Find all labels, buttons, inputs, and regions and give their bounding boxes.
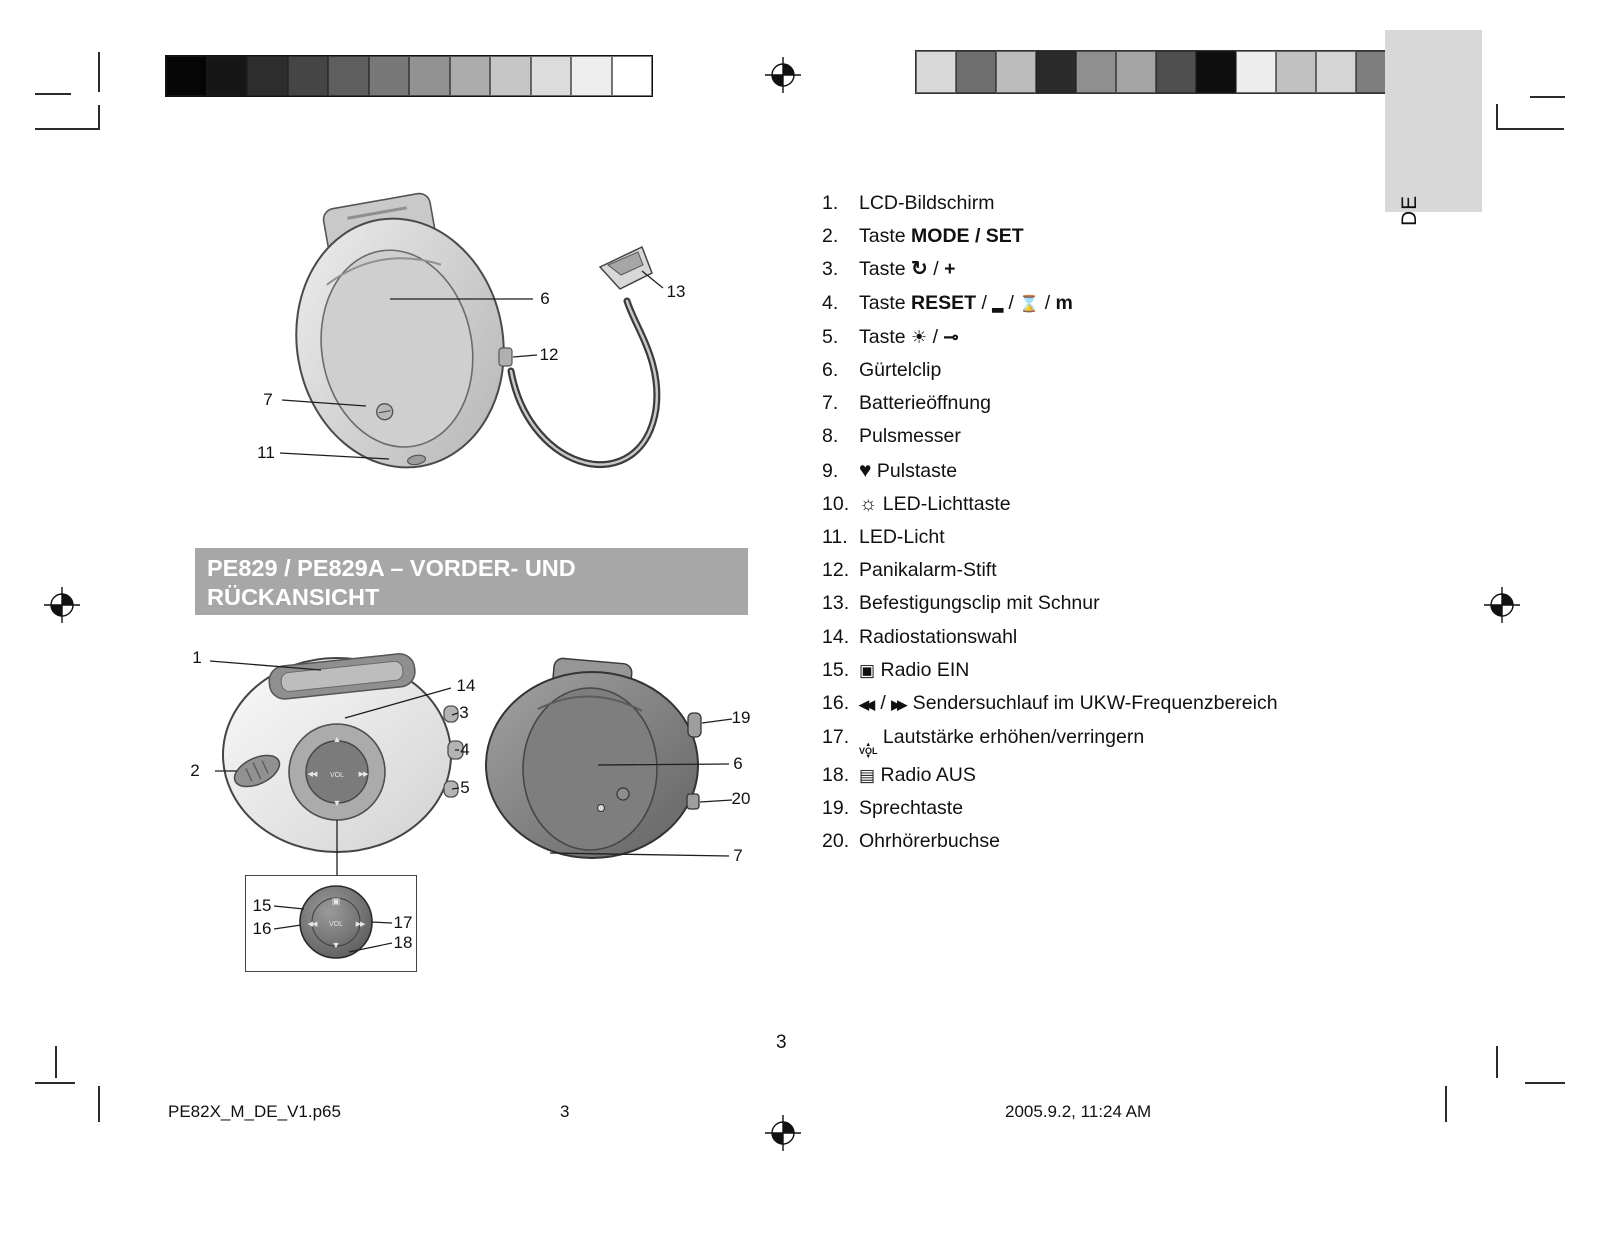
color-swatch bbox=[1316, 51, 1356, 93]
part-number: 4. bbox=[822, 291, 839, 314]
volume-marking: VOL bbox=[328, 921, 344, 928]
callout-6: 6 bbox=[540, 289, 550, 308]
part-item bbox=[822, 321, 1592, 354]
registration-mark-left bbox=[42, 585, 82, 625]
radio-on-marking: ▣ bbox=[331, 896, 341, 906]
color-swatch bbox=[1116, 51, 1156, 93]
color-swatch bbox=[956, 51, 996, 93]
callout-18: 18 bbox=[393, 933, 413, 952]
volume-icon: ▲ VOL ▼ bbox=[859, 743, 878, 759]
part-number: 15. bbox=[822, 658, 850, 681]
color-swatch bbox=[996, 51, 1036, 93]
part-number: 16. bbox=[822, 692, 850, 715]
part-number: 13. bbox=[822, 592, 850, 615]
part-item bbox=[822, 621, 1592, 654]
color-swatch bbox=[409, 56, 450, 96]
part-item bbox=[822, 387, 1592, 420]
battery-screw bbox=[617, 788, 629, 800]
callout-11: 11 bbox=[257, 443, 275, 462]
footer-page-number: 3 bbox=[560, 1102, 570, 1121]
rewind-icon: ◀◀ bbox=[859, 697, 871, 713]
figure-detail-inset bbox=[245, 875, 417, 972]
part-number: 5. bbox=[822, 325, 839, 348]
part-label: Sprechtaste bbox=[859, 797, 964, 820]
color-swatch bbox=[571, 56, 612, 96]
volume-marking: VOL bbox=[329, 772, 345, 779]
figure-back-view bbox=[190, 175, 710, 535]
part-label: Taste MODE / SET bbox=[859, 225, 1024, 248]
callout-19: 19 bbox=[731, 708, 751, 727]
backlight-icon: ☀ bbox=[911, 326, 928, 347]
crop-mark bbox=[55, 1046, 57, 1078]
part-label: Taste RESET / ▂ / ⌛ / m bbox=[859, 287, 1073, 321]
part-label: Radiostationswahl bbox=[859, 625, 1018, 648]
up-marking: ▲ bbox=[332, 734, 342, 744]
part-item bbox=[822, 187, 1592, 220]
part-item bbox=[822, 792, 1592, 825]
part-number: 9. bbox=[822, 459, 839, 482]
neck-cord bbox=[511, 301, 657, 465]
earphone-jack bbox=[687, 794, 699, 809]
callout-3: 3 bbox=[459, 703, 469, 722]
crop-mark bbox=[1496, 104, 1498, 129]
part-item bbox=[822, 488, 1592, 521]
part-label: ▤ Radio AUS bbox=[859, 759, 976, 792]
part-label: Pulsmesser bbox=[859, 425, 961, 448]
crop-mark bbox=[1525, 1082, 1565, 1084]
part-number: 6. bbox=[822, 359, 839, 382]
color-swatch bbox=[1196, 51, 1236, 93]
part-number: 3. bbox=[822, 258, 839, 281]
hourglass-icon: ⌛ bbox=[1019, 295, 1040, 313]
crop-mark bbox=[1496, 1046, 1498, 1078]
part-label: Batterieöffnung bbox=[859, 392, 991, 415]
color-swatch bbox=[1276, 51, 1316, 93]
page-number: 3 bbox=[776, 1032, 787, 1053]
part-item bbox=[822, 287, 1592, 321]
belt-clip bbox=[523, 688, 657, 850]
crop-mark bbox=[1530, 96, 1565, 98]
language-tab bbox=[1385, 30, 1482, 226]
crop-mark bbox=[35, 93, 71, 95]
section-header bbox=[195, 548, 748, 615]
color-swatch bbox=[1156, 51, 1196, 93]
fastforward-marking: ▶▶ bbox=[358, 771, 368, 778]
part-item bbox=[822, 587, 1592, 620]
part-item bbox=[822, 420, 1592, 453]
part-label: Panikalarm-Stift bbox=[859, 559, 997, 582]
led-icon: ☼ bbox=[859, 492, 878, 515]
crop-mark bbox=[98, 52, 100, 92]
calibration-bar-right bbox=[915, 50, 1397, 94]
part-label: LCD-Bildschirm bbox=[859, 192, 995, 214]
led-dot bbox=[598, 805, 605, 812]
crop-mark bbox=[1445, 1086, 1447, 1122]
part-number: 18. bbox=[822, 764, 850, 786]
callout-4: 4 bbox=[460, 740, 470, 759]
part-number: 10. bbox=[822, 492, 850, 515]
part-label: ♥ Pulstaste bbox=[859, 454, 957, 488]
color-swatch bbox=[531, 56, 572, 96]
callout-16: 16 bbox=[252, 919, 272, 938]
part-label: Gürtelclip bbox=[859, 359, 942, 382]
part-item bbox=[822, 554, 1592, 587]
callout-20: 20 bbox=[731, 789, 751, 808]
lap-icon: ▂ bbox=[992, 295, 1004, 312]
color-swatch bbox=[1076, 51, 1116, 93]
radio-on-icon: ▣ bbox=[859, 660, 876, 680]
rewind-marking: ◀◀ bbox=[307, 921, 317, 928]
registration-mark-top bbox=[763, 55, 803, 95]
part-item bbox=[822, 825, 1592, 858]
part-item bbox=[822, 354, 1592, 387]
part-number: 7. bbox=[822, 392, 839, 415]
crop-mark bbox=[98, 105, 100, 129]
callout-13: 13 bbox=[666, 282, 686, 301]
part-number: 1. bbox=[822, 192, 839, 214]
section-header-line2: RÜCKANSICHT bbox=[207, 584, 380, 610]
callout-14: 14 bbox=[456, 676, 476, 695]
part-item bbox=[822, 721, 1592, 759]
parts-list bbox=[822, 187, 1592, 859]
callout-17: 17 bbox=[393, 913, 413, 932]
callout-2: 2 bbox=[190, 761, 200, 780]
part-item bbox=[822, 759, 1592, 792]
part-item bbox=[822, 454, 1592, 488]
front-view-illustration bbox=[185, 640, 485, 885]
color-swatch bbox=[612, 56, 653, 96]
callout-7: 7 bbox=[263, 390, 273, 409]
rewind-marking: ◀◀ bbox=[307, 771, 317, 778]
color-swatch bbox=[1236, 51, 1276, 93]
callout-15: 15 bbox=[252, 896, 272, 915]
back-view-illustration bbox=[190, 175, 710, 535]
down-marking: ▼ bbox=[332, 798, 342, 808]
section-header-line1: PE829 / PE829A – VORDER- UND bbox=[207, 555, 576, 581]
color-swatch bbox=[288, 56, 329, 96]
footer-timestamp: 2005.9.2, 11:24 AM bbox=[1005, 1102, 1152, 1121]
part-item bbox=[822, 687, 1592, 721]
color-swatch bbox=[207, 56, 248, 96]
crop-mark bbox=[1496, 128, 1564, 130]
part-item bbox=[822, 220, 1592, 253]
part-label: ▲ VOL ▼ Lautstärke erhöhen/verringern bbox=[859, 721, 1144, 759]
part-number: 14. bbox=[822, 625, 850, 648]
color-swatch bbox=[1036, 51, 1076, 93]
callout-5: 5 bbox=[460, 778, 470, 797]
part-label: Ohrhörerbuchse bbox=[859, 830, 1000, 853]
part-label: Taste ↻ / + bbox=[859, 253, 955, 286]
heart-icon: ♥ bbox=[859, 458, 872, 482]
rotate-icon: ↻ bbox=[911, 258, 928, 281]
key-icon: ⊸ bbox=[943, 326, 959, 347]
figure-front-view bbox=[185, 640, 485, 885]
part-label: Befestigungsclip mit Schnur bbox=[859, 592, 1100, 615]
callout-6: 6 bbox=[733, 754, 743, 773]
part-number: 20. bbox=[822, 830, 850, 853]
crop-mark bbox=[98, 1086, 100, 1122]
part-label: Taste ☀ / ⊸ bbox=[859, 321, 959, 354]
part-number: 8. bbox=[822, 425, 839, 448]
calibration-bar-left bbox=[165, 55, 653, 97]
part-item bbox=[822, 521, 1592, 554]
part-number: 11. bbox=[822, 526, 848, 549]
callout-7: 7 bbox=[733, 846, 743, 865]
color-swatch bbox=[369, 56, 410, 96]
crop-mark bbox=[35, 128, 100, 130]
color-swatch bbox=[328, 56, 369, 96]
part-label: ▣ Radio EIN bbox=[859, 654, 969, 687]
footer-filename: PE82X_M_DE_V1.p65 bbox=[168, 1102, 341, 1121]
panic-alarm-pin bbox=[499, 348, 512, 366]
part-label: ◀◀ / ▶▶ Sendersuchlauf im UKW-Frequenzbereich bbox=[859, 687, 1278, 721]
part-item bbox=[822, 253, 1592, 286]
talk-button bbox=[688, 713, 701, 737]
part-label: LED-Licht bbox=[859, 526, 945, 549]
fastforward-marking: ▶▶ bbox=[355, 921, 365, 928]
callout-12: 12 bbox=[539, 345, 559, 364]
part-number: 12. bbox=[822, 559, 850, 582]
color-swatch bbox=[916, 51, 956, 93]
figure-back-view-right bbox=[480, 655, 780, 880]
callout-1: 1 bbox=[192, 648, 202, 667]
radio-off-icon: ▤ bbox=[859, 766, 876, 785]
part-item bbox=[822, 654, 1592, 687]
part-number: 17. bbox=[822, 726, 850, 749]
radio-off-marking: ▼ bbox=[331, 940, 341, 950]
fastforward-icon: ▶▶ bbox=[891, 697, 904, 713]
color-swatch bbox=[166, 56, 207, 96]
part-number: 19. bbox=[822, 797, 850, 820]
color-swatch bbox=[490, 56, 531, 96]
language-tab-label: DE bbox=[1398, 194, 1421, 226]
crop-mark bbox=[35, 1082, 75, 1084]
part-label: ☼ LED-Lichttaste bbox=[859, 488, 1011, 521]
part-number: 2. bbox=[822, 225, 839, 248]
color-swatch bbox=[450, 56, 491, 96]
color-swatch bbox=[247, 56, 288, 96]
registration-mark-bottom bbox=[763, 1113, 803, 1153]
